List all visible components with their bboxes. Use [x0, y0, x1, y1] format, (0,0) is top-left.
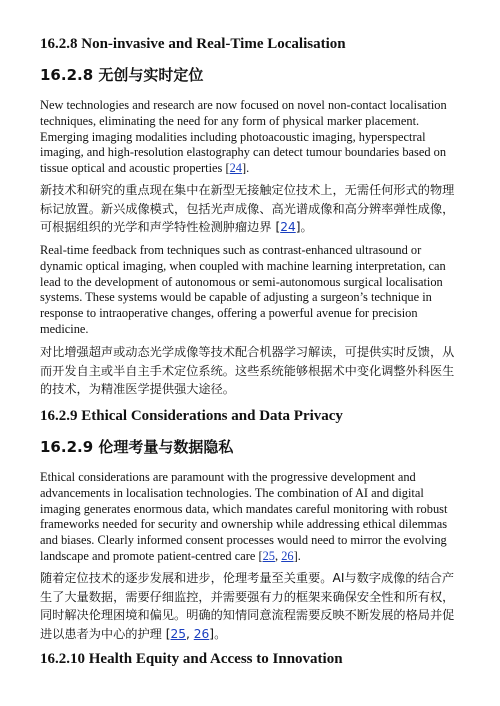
paragraph-zh: 随着定位技术的逐步发展和进步，伦理考量至关重要。AI与数字成像的结合产生了大量数据，需要仔细监控，并需要强有力的框架来确保安全性和所有权，同时解决伦理困境和偏见。明确的知情同意流程需要反映不断发展的格局并促进以患者为中心的护理 [25, 26]。	[40, 571, 455, 641]
paragraph-en: New technologies and research are now focused on novel non-contact localisation techniques, eliminating the need for any form of physical marker placement. Emerging imaging modalities including photoacoustic imaging, hyperspectral imaging, and high-resolution elastography can detect tumour boundaries based on tissue optical and acoustic properties [24].	[40, 98, 447, 176]
citation-link[interactable]: 24	[229, 161, 242, 176]
section-heading-zh: 16.2.8 无创与实时定位	[40, 66, 204, 84]
section-heading-en: 16.2.10 Health Equity and Access to Innovation	[40, 651, 343, 667]
citation-link[interactable]: 26	[193, 626, 210, 641]
citation-link[interactable]: 25	[262, 548, 275, 563]
paragraph-zh: 新技术和研究的重点现在集中在新型无接触定位技术上，无需任何形式的物理标记放置。新兴成像模式，包括光声成像、高光谱成像和高分辨率弹性成像，可根据组织的光学和声学特性检测肿瘤边界 [24]。	[40, 183, 455, 235]
section-heading-en: 16.2.8 Non-invasive and Real-Time Localisation	[40, 36, 346, 52]
citation-link[interactable]: 25	[170, 626, 187, 641]
citation-link[interactable]: 26	[281, 548, 294, 563]
paragraph-en: Ethical considerations are paramount with the progressive development and advancements in localisation technologies. The combination of AI and digital imaging generates enormous data, which mandates careful monitoring with robust frameworks needed for security and ownership while addressing ethical dilemmas and biases. Clearly informed consent processes would need to mirror the evolving landscape and promote patient-centred care [25, 26].	[40, 470, 448, 563]
section-heading-zh: 16.2.9 伦理考量与数据隐私	[40, 438, 234, 456]
paragraph-en: Real-time feedback from techniques such as contrast-enhanced ultrasound or dynamic optical imaging, when coupled with machine learning interpretation, can lead to the development of autonomous or semi-autonomous surgical localisation systems. These systems would be capable of adjusting a surgeon’s technique in response to intraoperative changes, offering a powerful avenue for precision medicine.	[40, 243, 446, 336]
citation-link[interactable]: 24	[280, 220, 296, 235]
section-heading-en: 16.2.9 Ethical Considerations and Data Privacy	[40, 408, 343, 424]
paragraph-zh: 对比增强超声或动态光学成像等技术配合机器学习解读，可提供实时反馈，从而开发自主或半自主手术定位系统。这些系统能够根据术中变化调整外科医生的技术，为精准医学提供强大途径。	[40, 345, 455, 397]
